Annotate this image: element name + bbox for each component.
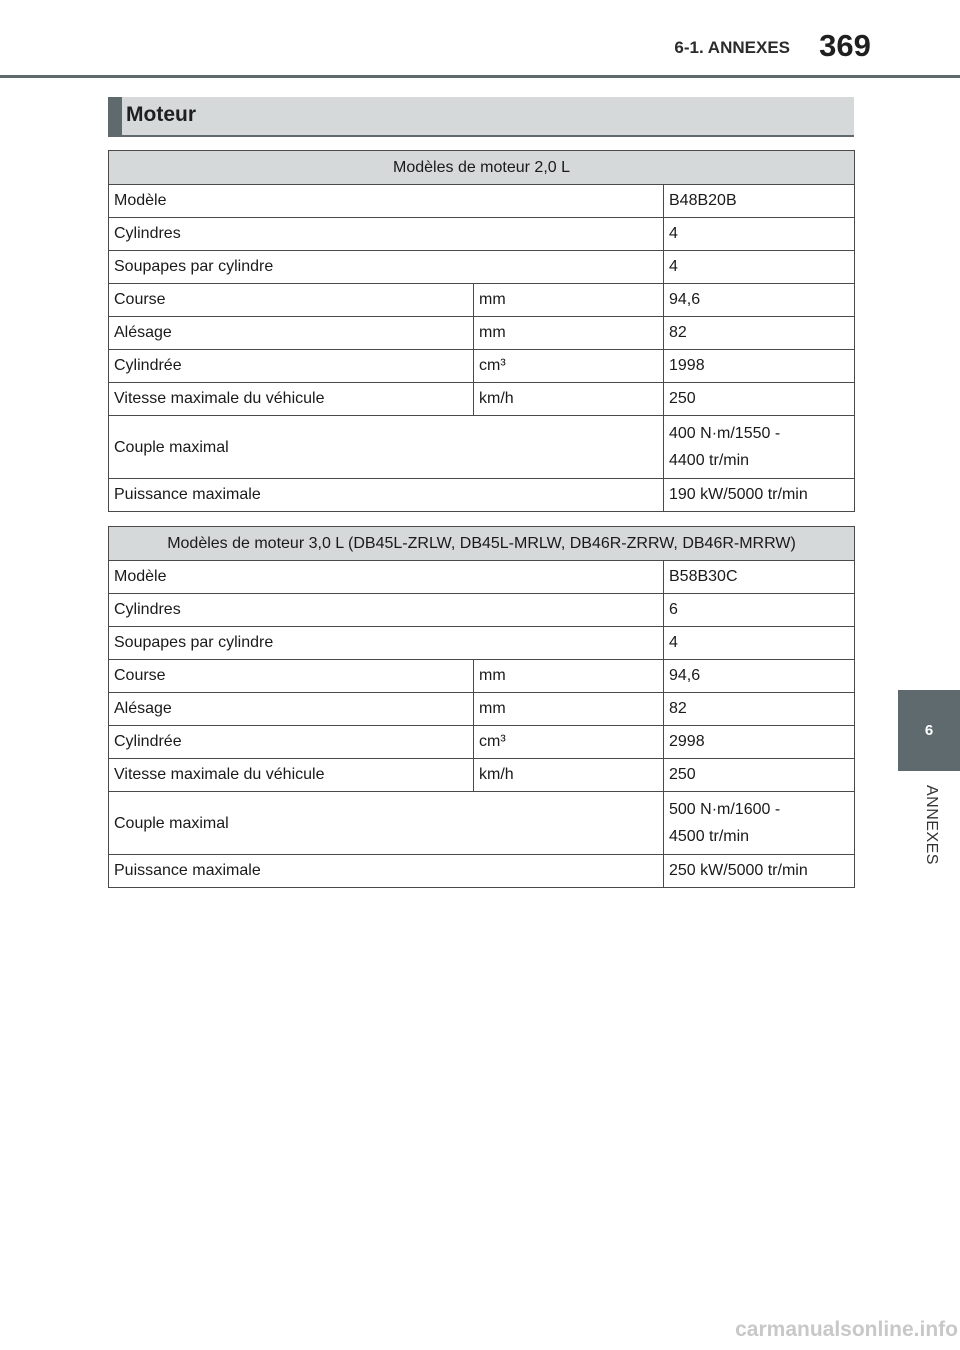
table-caption: Modèles de moteur 3,0 L (DB45L-ZRLW, DB45L-MRLW, DB46R-ZRRW, DB46R-MRRW) (109, 527, 855, 561)
spec-unit: mm (474, 317, 664, 350)
spec-value-line: 4500 tr/min (669, 828, 750, 845)
spec-value: 82 (664, 317, 855, 350)
chapter-label: ANNEXES (923, 785, 940, 865)
spec-unit: km/h (474, 383, 664, 416)
spec-label: Puissance maximale (109, 855, 664, 888)
running-header-section: 6-1. ANNEXES (674, 38, 790, 57)
table-row (109, 561, 855, 594)
spec-label: Course (109, 284, 474, 317)
watermark: carmanualsonline.info (735, 1318, 958, 1341)
spec-unit: mm (474, 693, 664, 726)
chapter-tab (898, 690, 960, 771)
table-row (109, 416, 855, 479)
spec-value: 94,6 (664, 660, 855, 693)
table-row (109, 726, 855, 759)
spec-value: 2998 (664, 726, 855, 759)
spec-label: Vitesse maximale du véhicule (109, 383, 474, 416)
spec-label: Couple maximal (109, 416, 664, 479)
spec-label: Soupapes par cylindre (109, 627, 664, 660)
spec-label: Couple maximal (109, 792, 664, 855)
spec-unit: mm (474, 660, 664, 693)
section-title: Moteur (126, 103, 196, 126)
spec-label: Modèle (109, 561, 664, 594)
spec-label: Alésage (109, 693, 474, 726)
spec-value: 250 (664, 383, 855, 416)
table-row (109, 627, 855, 660)
table-row (109, 383, 855, 416)
spec-label: Alésage (109, 317, 474, 350)
spec-value: 250 (664, 759, 855, 792)
spec-unit: cm³ (474, 350, 664, 383)
table-caption-row (109, 527, 855, 561)
table-row (109, 759, 855, 792)
spec-value: 6 (664, 594, 855, 627)
spec-value-line: 4400 tr/min (669, 452, 750, 469)
spec-value-line: 500 N·m/1600 - (669, 801, 781, 818)
spec-value: 94,6 (664, 284, 855, 317)
table-caption: Modèles de moteur 2,0 L (109, 151, 855, 185)
page-number: 369 (819, 28, 871, 63)
table-row (109, 185, 855, 218)
spec-value: 1998 (664, 350, 855, 383)
table-row (109, 284, 855, 317)
spec-value: 82 (664, 693, 855, 726)
table-row (109, 251, 855, 284)
engine-spec-table-3-0l (108, 526, 855, 888)
spec-label: Modèle (109, 185, 664, 218)
spec-value: 4 (664, 218, 855, 251)
table-row (109, 693, 855, 726)
spec-unit: km/h (474, 759, 664, 792)
table-row (109, 350, 855, 383)
spec-label: Cylindres (109, 594, 664, 627)
spec-unit: cm³ (474, 726, 664, 759)
spec-value: 190 kW/5000 tr/min (664, 479, 855, 512)
spec-value: B48B20B (664, 185, 855, 218)
spec-label: Cylindrée (109, 726, 474, 759)
section-banner (108, 97, 854, 137)
chapter-number: 6 (924, 722, 934, 739)
spec-label: Course (109, 660, 474, 693)
spec-value (664, 416, 855, 479)
table-row (109, 594, 855, 627)
spec-label: Vitesse maximale du véhicule (109, 759, 474, 792)
spec-value: B58B30C (664, 561, 855, 594)
table-row (109, 218, 855, 251)
spec-label: Cylindrée (109, 350, 474, 383)
spec-label: Soupapes par cylindre (109, 251, 664, 284)
spec-value (664, 792, 855, 855)
table-row (109, 660, 855, 693)
spec-label: Cylindres (109, 218, 664, 251)
spec-value: 250 kW/5000 tr/min (664, 855, 855, 888)
table-row (109, 317, 855, 350)
header-divider (0, 75, 960, 78)
table-row (109, 855, 855, 888)
section-banner-accent (108, 97, 122, 135)
spec-value-line: 400 N·m/1550 - (669, 425, 781, 442)
table-caption-row (109, 151, 855, 185)
spec-unit: mm (474, 284, 664, 317)
spec-value: 4 (664, 251, 855, 284)
table-row (109, 479, 855, 512)
table-row (109, 792, 855, 855)
spec-value: 4 (664, 627, 855, 660)
spec-label: Puissance maximale (109, 479, 664, 512)
engine-spec-table-2-0l (108, 150, 855, 512)
